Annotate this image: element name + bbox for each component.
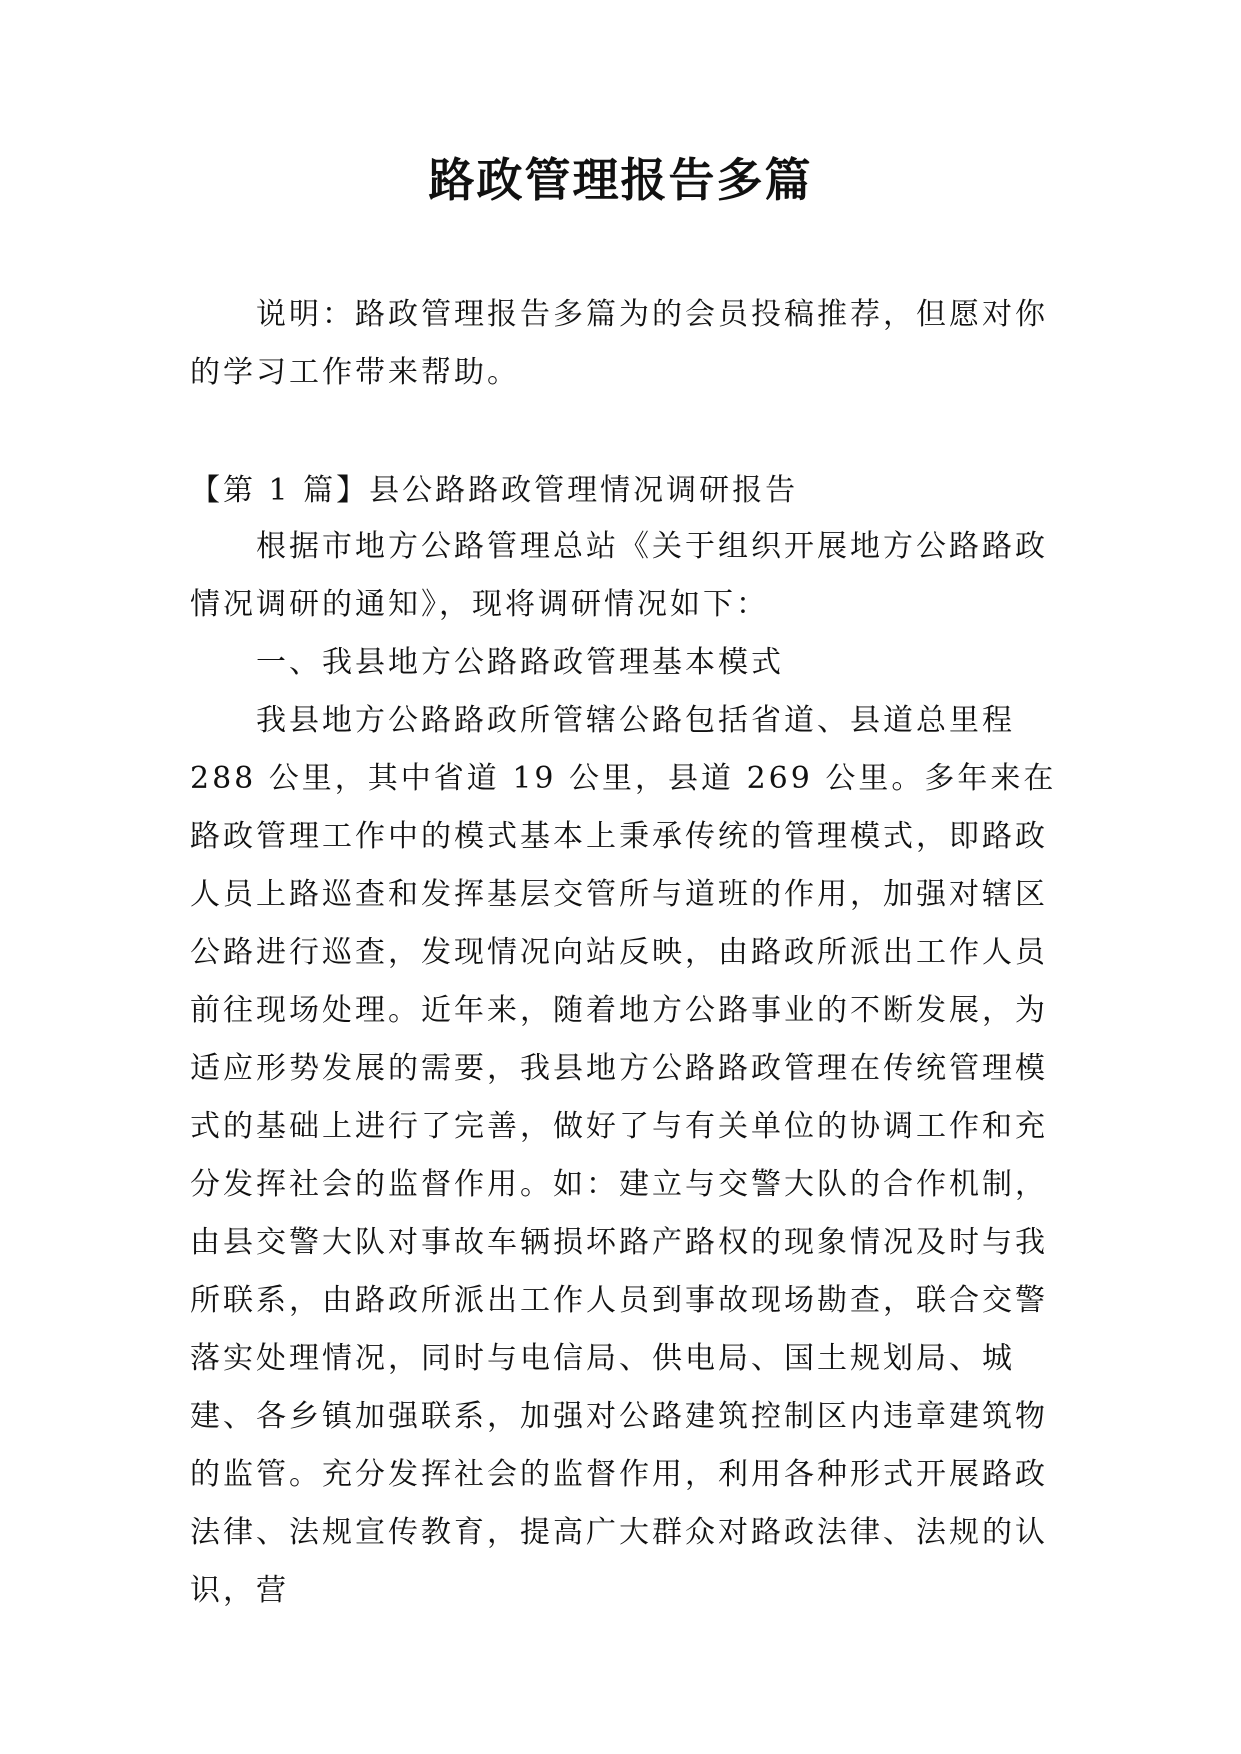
intro-paragraph: 根据市地方公路管理总站《关于组织开展地方公路路政情况调研的通知》，现将调研情况如下： [190, 529, 1048, 622]
document-title: 路政管理报告多篇 [428, 153, 813, 207]
subheading: 一、我县地方公路路政管理基本模式 [256, 645, 784, 680]
note-paragraph: 说明：路政管理报告多篇为的会员投稿推荐，但愿对你的学习工作带来帮助。 [190, 297, 1048, 390]
body-paragraph: 我县地方公路路政所管辖公路包括省道、县道总里程 288 公里，其中省道 19 公里，县道 269 公里。多年来在路政管理工作中的模式基本上秉承传统的管理模式，即路政人员上路巡查和发挥基层交管所与道班的作用，加强对辖区公路进行巡查，发现情况向站反映，由路政所派出工作人员前往现场处理。近年来，随着地方公路事业的不断发展，为适应形势发展的需要，我县地方公路路政管理在传统管理模式的基础上进行了完善，做好了与有关单位的协调工作和充分发挥社会的监督作用。如：建立与交警大队的合作机制，由县交警大队对事故车辆损坏路产路权的现象情况及时与我所联系，由路政所派出工作人员到事故现场勘查，联合交警落实处理情况，同时与电信局、供电局、国土规划局、城建、各乡镇加强联系，加强对公路建筑控制区内违章建筑物的监管。充分发挥社会的监督作用，利用各种形式开展路政法律、法规宣传教育，提高广大群众对路政法律、法规的认识，营 [190, 703, 1057, 1608]
section-heading: 【第 1 篇】县公路路政管理情况调研报告 [190, 473, 799, 508]
